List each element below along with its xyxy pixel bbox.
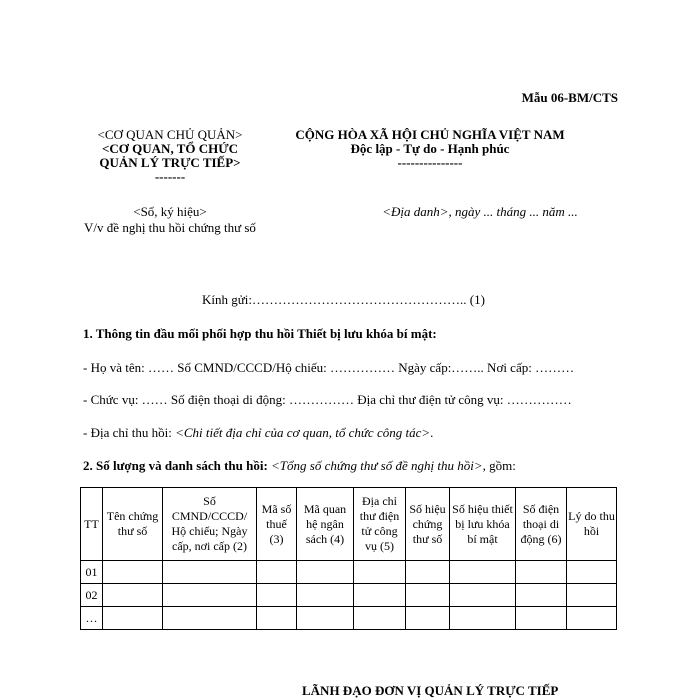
table-cell[interactable] [567,607,617,630]
form-code: Mẫu 06-BM/CTS [521,90,618,105]
table-cell[interactable] [450,584,516,607]
table-cell[interactable] [257,607,297,630]
table-row [81,561,617,584]
document-number: <Số, ký hiệu> [133,204,207,219]
document-number-block [70,204,270,236]
contact-name-line: - Họ và tên: …… Số CMND/CCCD/Hộ chiếu: …………… Ngày cấp:…….. Nơi cấp: ……… [83,360,575,375]
address-end: . [430,425,434,440]
section2-title: 2. Số lượng và danh sách thu hồi: [83,458,272,473]
recovery-address-line [83,425,433,441]
agency-divider: ------- [154,169,186,184]
table-cell[interactable] [257,561,297,584]
agency-name-line2: QUẢN LÝ TRỰC TIẾP> [99,155,241,170]
table-cell[interactable] [163,607,257,630]
agency-header [70,128,270,184]
table-row [81,584,617,607]
table-cell[interactable] [257,584,297,607]
section2-suffix: , gồm: [482,458,516,473]
contact-position-line: - Chức vụ: …… Số điện thoại di động: …………… Địa chỉ thư điện tử công vụ: …………… [83,392,572,407]
recovery-table [80,487,617,630]
table-cell[interactable] [354,607,406,630]
place-date: <Địa danh>, ngày ... tháng ... năm ... [382,204,578,219]
nation-title: CỘNG HÒA XÃ HỘI CHỦ NGHĨA VIỆT NAM [295,127,565,142]
header-id-number: Số CMND/CCCD/ Hộ chiếu; Ngày cấp, nơi cấp (2) [163,488,257,561]
table-cell[interactable] [516,584,567,607]
table-cell[interactable] [450,561,516,584]
table-cell[interactable] [450,607,516,630]
header-device-serial: Số hiệu thiết bị lưu khóa bí mật [450,488,516,561]
header-tax-code: Mã số thuế (3) [257,488,297,561]
header-cert-name: Tên chứng thư số [103,488,163,561]
table-cell[interactable] [406,584,450,607]
section1-title: 1. Thông tin đầu mối phối hợp thu hồi Thiết bị lưu khóa bí mật: [83,326,437,341]
motto-divider: --------------- [397,155,463,170]
table-cell[interactable] [567,584,617,607]
address-label: - Địa chỉ thu hồi: [83,425,176,440]
table-cell[interactable] [406,561,450,584]
table-cell[interactable] [163,561,257,584]
table-cell[interactable] [516,561,567,584]
table-cell[interactable] [516,607,567,630]
table-header-row [81,488,617,561]
recipient-line: Kính gửi:………………………………………….. (1) [202,292,485,307]
row-index: 01 [81,561,103,584]
table-cell[interactable] [297,607,354,630]
motto: Độc lập - Tự do - Hạnh phúc [350,141,510,156]
national-header [270,128,590,170]
document-subject: V/v đề nghị thu hồi chứng thư số [84,220,256,235]
table-cell[interactable] [354,584,406,607]
address-hint: <Chi tiết địa chỉ của cơ quan, tổ chức công tác> [175,425,431,440]
table-cell[interactable] [567,561,617,584]
header-budget-code: Mã quan hệ ngân sách (4) [297,488,354,561]
section2-line [83,458,516,474]
header-reason: Lý do thu hồi [567,488,617,561]
table-cell[interactable] [297,584,354,607]
agency-name-line1: <CƠ QUAN, TỔ CHỨC [102,141,238,156]
table-cell[interactable] [354,561,406,584]
row-index: 02 [81,584,103,607]
table-cell[interactable] [103,584,163,607]
header-tt: TT [81,488,103,561]
table-row [81,607,617,630]
signature-title: LÃNH ĐẠO ĐƠN VỊ QUẢN LÝ TRỰC TIẾP [302,683,559,698]
header-phone: Số điện thoại di động (6) [516,488,567,561]
table-cell[interactable] [163,584,257,607]
table-cell[interactable] [297,561,354,584]
header-email: Địa chỉ thư điện tử công vụ (5) [354,488,406,561]
row-index: … [81,607,103,630]
table-cell[interactable] [406,607,450,630]
table-cell[interactable] [103,561,163,584]
header-cert-serial: Số hiệu chứng thư số [406,488,450,561]
parent-agency: <CƠ QUAN CHỦ QUẢN> [97,127,243,142]
table-cell[interactable] [103,607,163,630]
section2-hint: <Tổng số chứng thư số đề nghị thu hồi> [271,458,483,473]
